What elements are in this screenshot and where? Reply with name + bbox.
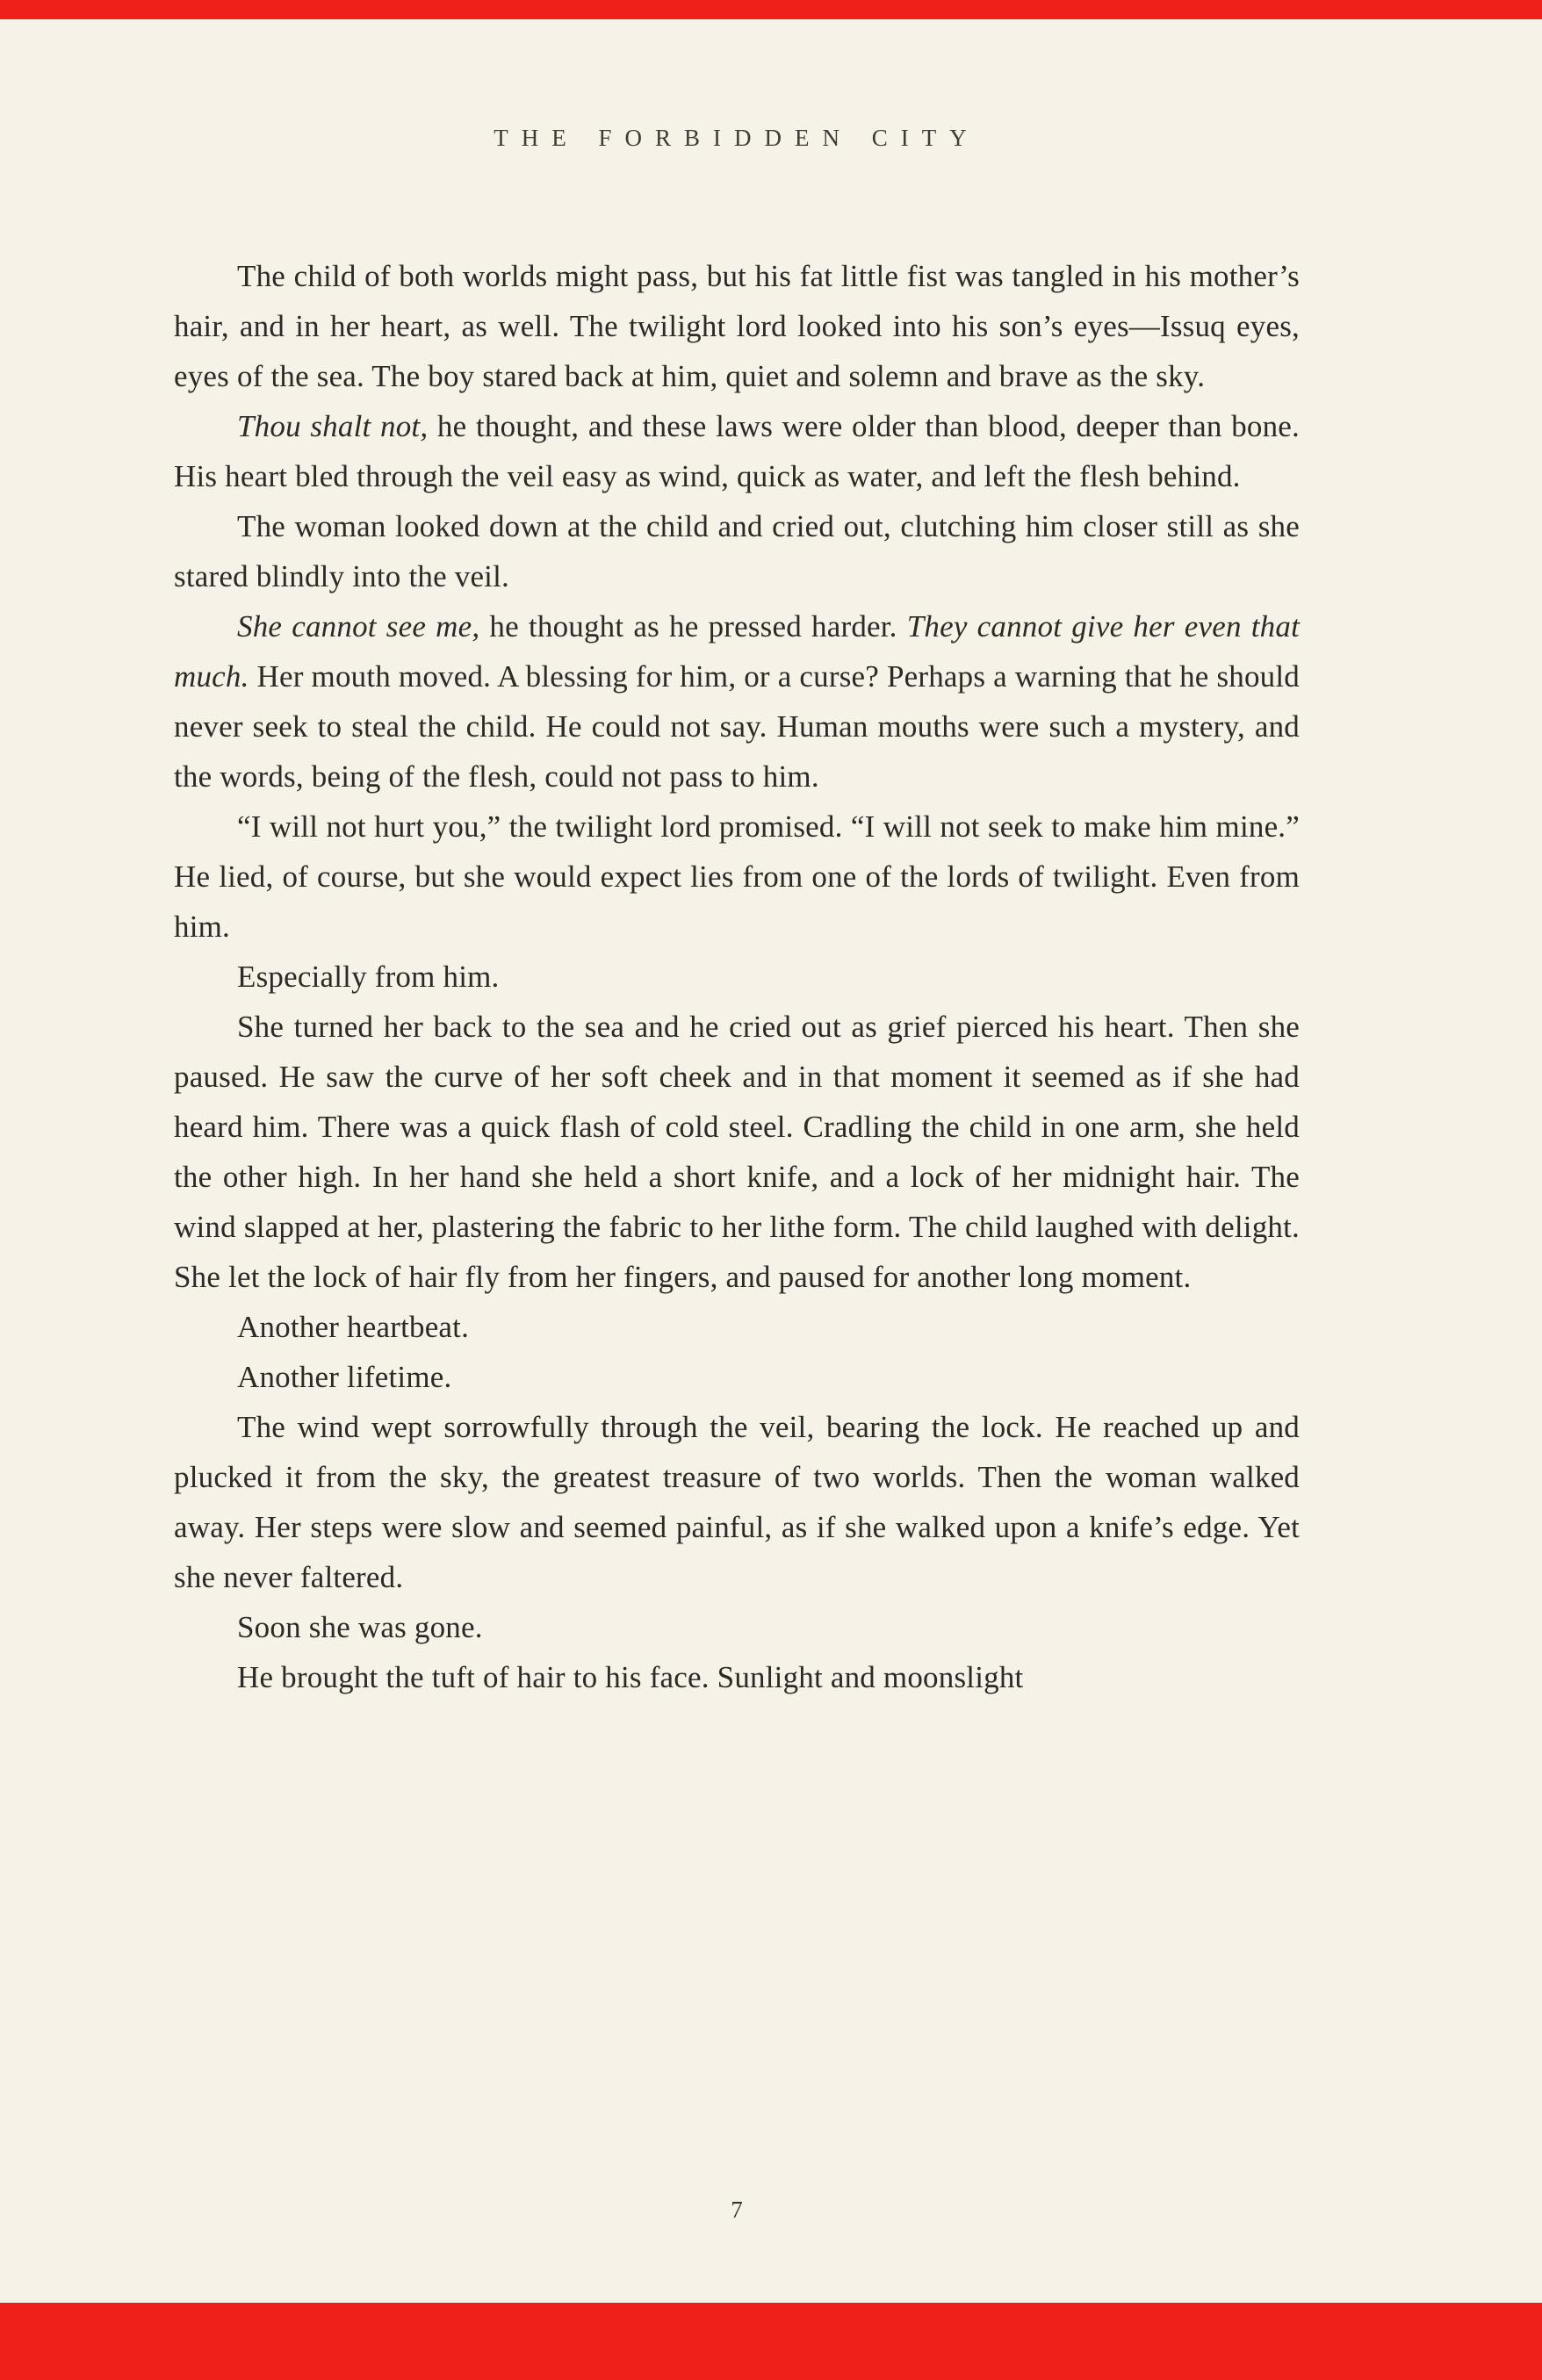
paragraph [174, 1352, 1300, 1402]
paragraph [174, 952, 1300, 1002]
paragraph [174, 1652, 1300, 1702]
text-run: he thought, and these laws were older than blood, deeper than bone. His heart bled through the veil easy as wind, quick as water, and left the flesh behind. [174, 409, 1300, 493]
text-run: The child of both worlds might pass, but his fat little fist was tangled in his mother’s hair, and in her heart, as well. The twilight lord looked into his son’s eyes—Issuq eyes, eyes of the sea. The boy stared back at him, quiet and solemn and brave as the sky. [174, 259, 1300, 393]
text-run: The wind wept sorrowfully through the veil, bearing the lock. He reached up and plucked it from the sky, the greatest treasure of two worlds. Then the woman walked away. Her steps were slow and seemed painful, as if she walked upon a knife’s edge. Yet she never faltered. [174, 1410, 1300, 1594]
paragraph [174, 1002, 1300, 1302]
text-run: Another lifetime. [237, 1360, 452, 1394]
text-run: Soon she was gone. [237, 1610, 483, 1644]
text-run: He brought the tuft of hair to his face. Sunlight and moonslight [237, 1660, 1024, 1694]
paragraph [174, 501, 1300, 601]
scan-edge-strip-top [0, 0, 1542, 19]
text-run: She turned her back to the sea and he cried out as grief pierced his heart. Then she paused. He saw the curve of her soft cheek and in that moment it seemed as if she had heard him. There was a quick flash of cold steel. Cradling the child in one arm, she held the other high. In her hand she held a short knife, and a lock of her midnight hair. The wind slapped at her, plastering the fabric to her lithe form. The child laughed with delight. She let the lock of hair fly from her fingers, and paused for another long moment. [174, 1010, 1300, 1294]
paragraph [174, 401, 1300, 501]
text-block [174, 251, 1300, 1702]
paragraph [174, 1402, 1300, 1602]
page-number: 7 [731, 2197, 743, 2223]
text-run: Especially from him. [237, 960, 500, 994]
paragraph [174, 251, 1300, 401]
running-header: THE FORBIDDEN CITY [494, 125, 980, 151]
italic-text-run: Thou shalt not, [237, 409, 429, 443]
text-run: Another heartbeat. [237, 1310, 470, 1344]
text-run: Her mouth moved. A blessing for him, or a curse? Perhaps a warning that he should never seek to steal the child. He could not say. Human mouths were such a mystery, and the words, being of the flesh, could not pass to him. [174, 659, 1300, 794]
text-run: The woman looked down at the child and cried out, clutching him closer still as she stared blindly into the veil. [174, 509, 1300, 593]
scan-edge-strip-bottom [0, 2303, 1542, 2380]
paragraph [174, 1302, 1300, 1352]
italic-text-run: They cannot give her even that much. [174, 609, 1300, 694]
paragraph [174, 601, 1300, 802]
text-run: he thought as he pressed harder. [479, 609, 907, 644]
paragraph [174, 802, 1300, 952]
italic-text-run: She cannot see me, [237, 609, 480, 644]
paragraph [174, 1602, 1300, 1652]
text-run: “I will not hurt you,” the twilight lord promised. “I will not seek to make him mine.” He lied, of course, but she would expect lies from one of the lords of twilight. Even from him. [174, 809, 1300, 944]
